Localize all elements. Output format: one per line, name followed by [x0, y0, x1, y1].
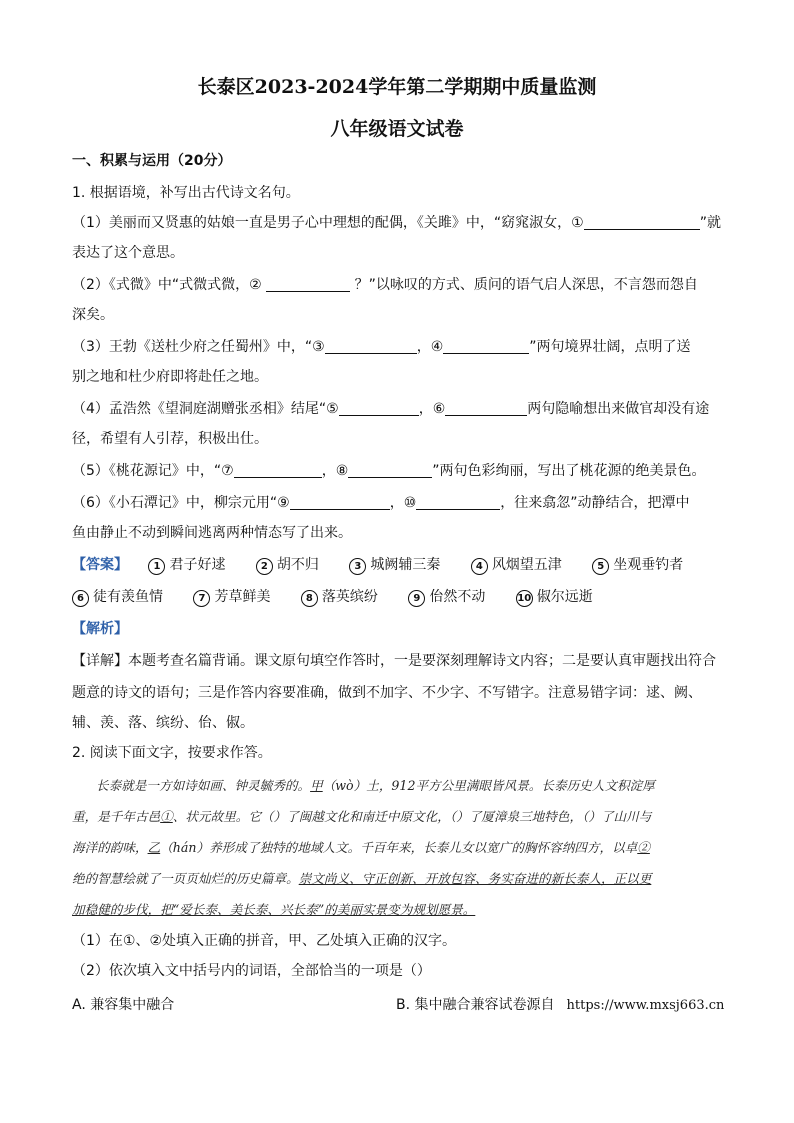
exam-title: 长泰区2023-2024学年第二学期期中质量监测	[197, 76, 597, 98]
number-circle: 7	[193, 590, 210, 607]
question-2-stem: 2. 阅读下面文字，按要求作答。	[72, 745, 272, 761]
answer-blank[interactable]	[325, 339, 417, 354]
question-1-part-3: （3）王勃《送杜少府之任蜀州》中，“③ ，④ ”两句境界壮阔，点明了送	[72, 339, 691, 355]
answer-item: 8 落英缤纷	[301, 588, 378, 607]
number-circle: 2	[256, 558, 273, 575]
passage-line-4: 绝的智慧绘就了一页页灿烂的历史篇章。崇文尚义、守正创新、开放包容、务实奋进的新长泰人，正以更	[72, 871, 652, 886]
answer-blank[interactable]	[290, 495, 390, 510]
answer-row-2	[72, 588, 728, 607]
answer-row-1	[72, 556, 728, 575]
answer-blank[interactable]	[339, 401, 419, 416]
question-1-part-6-cont: 鱼由静止不动到瞬间逃离两种情态写了出来。	[72, 525, 352, 541]
number-circle: 1	[148, 558, 165, 575]
underlined-sentence-cont: 加稳健的步伐，把“爱长泰、美长泰、兴长泰”的美丽实景变为规划愿景。	[72, 902, 476, 917]
blank-1: ①	[160, 809, 173, 824]
number-circle: 9	[408, 590, 425, 607]
number-circle: 3	[349, 558, 366, 575]
answer-item: 10 俶尔远逝	[517, 589, 593, 605]
option-b[interactable]: B. 集中融合兼容试卷源自 https://www.mxsj663.cn	[396, 997, 725, 1013]
analysis-line-2: 题意的诗文的语句；三是作答内容要准确，做到不加字、不少字、不写错字。注意易错字词：逑、阙、	[72, 685, 702, 701]
number-circle: 10	[516, 590, 533, 607]
question-2-sub-2: （2）依次填入文中括号内的词语，全部恰当的一项是（）	[72, 963, 431, 979]
analysis-line-1: 【详解】本题考查名篇背诵。课文原句填空作答时，一是要深刻理解诗文内容；二是要认真审题找出符合	[72, 653, 716, 669]
option-a[interactable]: A. 兼容集中融合	[72, 997, 175, 1013]
passage-line-5	[72, 901, 728, 919]
answer-item: 5 坐观垂钓者	[592, 556, 683, 575]
answer-blank[interactable]	[234, 463, 322, 478]
question-1-part-3-cont: 别之地和杜少府即将赴任之地。	[72, 369, 268, 385]
question-1-part-2-cont: 深矣。	[72, 307, 114, 323]
answer-blank[interactable]	[348, 463, 432, 478]
source-url: https://www.mxsj663.cn	[566, 998, 725, 1013]
question-1-part-4: （4）孟浩然《望洞庭湖赠张丞相》结尾“⑤ ，⑥ 两句隐喻想出来做官却没有途	[72, 401, 710, 417]
number-circle: 5	[592, 558, 609, 575]
answer-blank[interactable]	[443, 339, 529, 354]
passage-line-2: 重，是千年古邑①、状元故里。它（）了闽越文化和南迁中原文化，（）了厦漳泉三地特色，（）了山川与	[72, 809, 652, 824]
answer-blank[interactable]	[584, 215, 700, 230]
number-circle: 8	[301, 590, 318, 607]
question-1-part-6: （6）《小石潭记》中，柳宗元用“⑨ ，⑩ ，往来翕忽”动静结合，把潭中	[72, 495, 690, 511]
answer-blank[interactable]	[416, 495, 500, 510]
blank-2: ②	[637, 840, 650, 855]
blank-yi: 乙	[147, 840, 161, 855]
answer-item: 4 风烟望五津	[471, 556, 562, 575]
passage-line-1: 长泰就是一方如诗如画、钟灵毓秀的。甲（wò）土，912平方公里满眼皆风景。长泰历史人文积淀厚	[96, 778, 655, 793]
exam-subtitle: 八年级语文试卷	[330, 118, 464, 140]
question-2-sub-1: （1）在①、②处填入正确的拼音，甲、乙处填入正确的汉字。	[72, 933, 457, 949]
question-1-part-1: （1）美丽而又贤惠的姑娘一直是男子心中理想的配偶，《关雎》中，“窈窕淑女，① ”就	[72, 215, 721, 231]
answer-blank[interactable]	[445, 401, 527, 416]
answer-item: 7 芳草鲜美	[193, 588, 270, 607]
answer-item: 2 胡不归	[256, 556, 319, 575]
answer-item: 6 徒有羡鱼情	[72, 588, 163, 607]
answer-item: 3 城阙辅三秦	[349, 556, 440, 575]
answer-blank[interactable]	[266, 277, 350, 292]
answer-label: 【答案】	[72, 557, 128, 573]
question-1-part-5: （5）《桃花源记》中，“⑦ ，⑧ ”两句色彩绚丽，写出了桃花源的绝美景色。	[72, 463, 706, 479]
question-1-part-4-cont: 径，希望有人引荐，积极出仕。	[72, 431, 268, 447]
underlined-sentence: 崇文尚义、守正创新、开放包容、务实奋进的新长泰人，正以更	[298, 871, 652, 886]
question-1-part-1-cont: 表达了这个意思。	[72, 245, 184, 261]
analysis-line-3: 辅、羡、落、缤纷、佁、俶。	[72, 715, 254, 731]
answer-item: 1 君子好逑	[148, 556, 225, 575]
blank-jia: 甲	[310, 778, 323, 793]
passage-line-3: 海洋的韵味，乙（hán）养形成了独特的地域人文。千百年来，长泰儿女以宽广的胸怀容纳四方，以卓②	[72, 840, 650, 855]
number-circle: 4	[471, 558, 488, 575]
question-1-stem: 1. 根据语境，补写出古代诗文名句。	[72, 185, 300, 201]
section-heading: 一、积累与运用（20分）	[72, 153, 232, 169]
answer-item: 9 佁然不动	[408, 588, 485, 607]
analysis-label: 【解析】	[72, 621, 128, 637]
number-circle: 6	[72, 590, 89, 607]
question-1-part-2: （2）《式微》中“式微式微，② ？”以咏叹的方式、质问的语气启人深思，不言怨而怨自	[72, 277, 698, 293]
